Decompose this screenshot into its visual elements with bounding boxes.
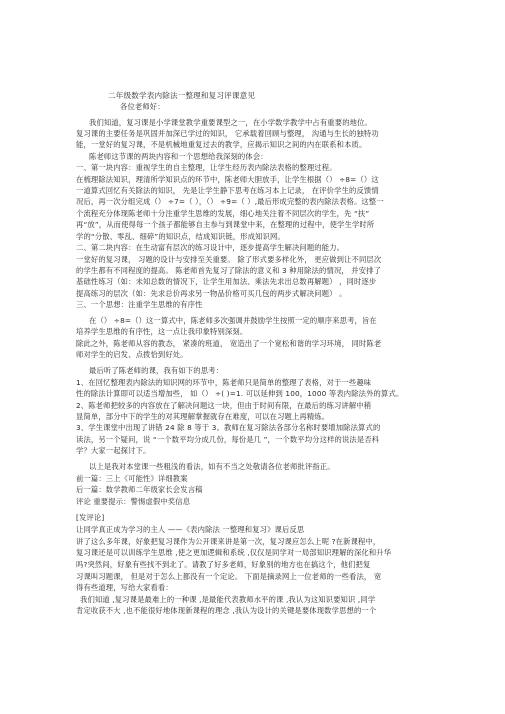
previous-article-link[interactable]: 前一篇：三上《可能性》详细教案 bbox=[76, 474, 188, 483]
list-item: 3、学生课堂中出现了讲错 24 除 8 等于 3。教师在复习除法各部分名称时要增加除法算式的 bbox=[76, 423, 381, 432]
next-article-link[interactable]: 后一篇：数学教师二年级家长会发言稿 bbox=[76, 485, 203, 494]
paragraph-line: 吗?突然间，好象有些找不到北了。请教了好多老师，好象别的地方也在搞这个，他们把复 bbox=[76, 560, 371, 569]
comment-notice: 评论 重要提示：警惕虚假中奖信息 bbox=[76, 497, 191, 506]
post-comment-link[interactable]: [发评论] bbox=[76, 513, 105, 522]
paragraph-line: 最后听了陈老师的课，我有如下的思考： bbox=[89, 366, 224, 375]
list-item: 读法，另一个疑问，说 “一个数平均分成几份，每份是几 ”，一个数平均分这样的说法是否科 bbox=[76, 435, 380, 444]
section-heading: 一、第一块内容：重视学生的自主整理，让学生经历表内除法表格的整理过程。 bbox=[76, 163, 337, 172]
paragraph-line: 复习课的主要任务是巩固并加深已学过的知识， 它承载着回顾与整理， 沟通与生长的独特功 bbox=[76, 129, 379, 138]
salutation: 各位老师好： bbox=[120, 102, 165, 111]
section-heading: 三、一个思想：注重学生思维的有序性 bbox=[76, 300, 203, 309]
paragraph-line: 学的“分散、零乱、细碎”的知识点，结成知识链，形成知识网。 bbox=[76, 232, 285, 241]
paragraph-line: 培养学生思维的有序性，这一点让我印象特别深刻。 bbox=[76, 327, 248, 336]
list-item: 1、在回忆整理表内除法的知识网的环节中，陈老师只是简单的整理了表格，对于一些趣味 bbox=[76, 378, 372, 387]
paragraph-line: 况后，再一次分组完成（） ÷7=（ ），（） ÷9=（ ）,最后形成完整的表内除法表格。这整一 bbox=[76, 197, 384, 206]
list-item: 2、陈老师把较多的内容放在了解决问题这一块，但由于时间有限，在最后的练习讲解中稍 bbox=[76, 401, 372, 410]
doc-title: 二年级数学表内除法一整理和复习评课意见 bbox=[108, 91, 256, 100]
paragraph-line: 师对学生的启发、点拨恰到好处。 bbox=[76, 350, 188, 359]
paragraph-line: 的学生都有不同程度的提高。 陈老师首先复习了除法的意义和 3 种用除法的情况， 并安排了 bbox=[76, 266, 382, 275]
paragraph-line: 再“放”，从而使得每一个孩子都能够自主参与到课堂中来，在整理的过程中，使学生学时所 bbox=[76, 220, 375, 229]
paragraph-line: 我们知道 ,复习课是最难上的一种课 ,是最能代表教师水平的课 ,我认为这知识要知识 ,同学 bbox=[80, 595, 376, 604]
paragraph-line: 以上是我对本堂课一些粗浅的看法，如有不当之处敬请各位老师批评指正。 bbox=[89, 462, 335, 471]
paragraph-line: 肯定收获不大 ,也不能很好地体现新课程的理念 ,我认为设计的关键是要体现数学思想的一个 bbox=[76, 606, 377, 615]
paragraph-line: 提高练习的层次（如：先求总价再求另一物品价格可买几包的两步式解决问题） 。 bbox=[76, 289, 347, 298]
list-item: 性的除法计算即可以适当增加些， 如（） ÷( )=1. 可以延伸到 100，1000 等表内除法外的算式。 bbox=[76, 389, 404, 398]
list-item: 显简单，部分中下的学生的对其理解掌握就存在难度，可以在习题上再精炼。 bbox=[76, 412, 330, 421]
paragraph-line: 讲了这么多年课，好象把复习课作为公开课来讲是第一次，复习课应怎么上呢 ?在新课程中， bbox=[76, 537, 381, 546]
list-item: 学？大家一起探讨下。 bbox=[76, 446, 151, 455]
paragraph-line: 能，一堂好的复习课，不是机械地重复过去的教学，应揭示知识之间的内在联系和本质。 bbox=[76, 140, 367, 149]
paragraph-line: 一道算式回忆有关除法的知识， 先是让学生静下思考在练习本上记录， 在评价学生的反馈情 bbox=[76, 186, 379, 195]
paragraph-line: 个流程充分体现陈老师十分注重学生思维的发展，细心地关注着不同层次的学生，先 “扶” bbox=[76, 209, 370, 218]
section-heading: 二、第二块内容：在生动富有层次的练习设计中，逐步提高学生解决问题的能力。 bbox=[76, 243, 345, 252]
paragraph-line: 得有些道理，写给大家看看： bbox=[76, 583, 173, 592]
paragraph-line: 我们知道，复习课是小学课堂教学重要课型之一，在小学数学教学中占有重要的地位。 bbox=[89, 118, 372, 127]
paragraph-line: 陈老师这节课的两块内容和一个思想给我深刻的体会： bbox=[89, 152, 268, 161]
paragraph-line: 在（） ÷8=（）这一算式中，陈老师多次强调并鼓励学生按照一定的顺序来思考，旨在 bbox=[89, 316, 377, 325]
paragraph-line: 一堂好的复习课， 习题的设计与安排至关重要。 除了形式要多样化外， 更应做到让不同层次 bbox=[76, 255, 382, 264]
paragraph-line: 复习课还是可以训练学生思维 ,使之更加逻辑和系统 ,仅仅是同学对一局部知识理解的深化和升华 bbox=[76, 548, 392, 557]
paragraph-line: 让同学真正成为学习的主人 ——《表内除法 一整理和复习》课后反思 bbox=[76, 525, 305, 534]
paragraph-line: 在梳理除法知识，理清所学知识点的环节中，陈老师大胆放手，让学生根据（） ÷8=（）这 bbox=[76, 175, 379, 184]
paragraph-line: 除此之外，陈老师从容的教态， 紧凑的班道， 宽造出了一个宽松和谐的学习环境， 同时陈老 bbox=[76, 339, 382, 348]
paragraph-line: 基础性练习（如：未知总数的情况下，让学生用加法、乘法先求出总数再解题） ，同时逐步 bbox=[76, 277, 377, 286]
paragraph-line: 习课叫习题课， 但是对于怎么上都没有一个定论。 下面是摘录网上一位老师的一些看法， 宽 bbox=[76, 572, 382, 581]
